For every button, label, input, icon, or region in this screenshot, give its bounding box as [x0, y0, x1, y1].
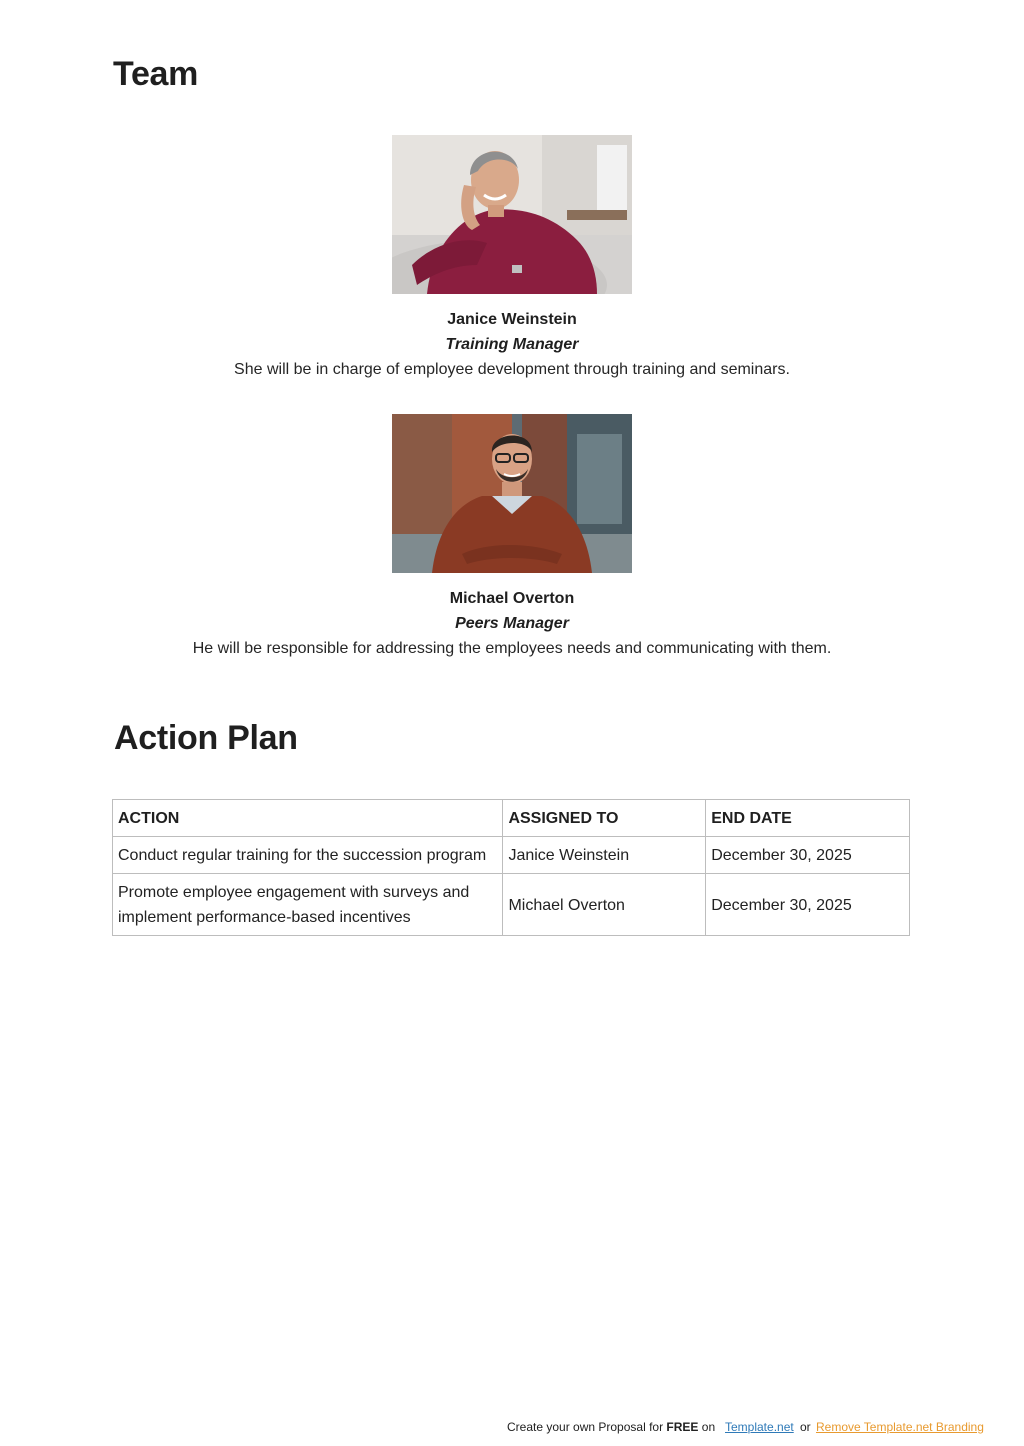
member-description: He will be responsible for addressing the employees needs and communicating with them. — [192, 640, 832, 657]
table-header-row — [113, 800, 910, 837]
table-row — [113, 837, 910, 874]
end-date-cell: December 30, 2025 — [706, 837, 910, 874]
member-description: She will be in charge of employee development through training and seminars. — [234, 361, 790, 378]
team-member-card — [0, 414, 1024, 661]
footer-text-on: on — [698, 1420, 716, 1434]
footer-free-label: FREE — [666, 1420, 699, 1434]
team-member-card — [0, 135, 1024, 382]
table-row — [113, 874, 910, 936]
column-header-end-date: END DATE — [706, 800, 910, 837]
column-header-action: ACTION — [113, 800, 503, 837]
action-cell: Promote employee engagement with surveys and implement performance-based incentives — [113, 874, 503, 936]
template-net-link[interactable]: Template.net — [725, 1420, 794, 1434]
column-header-assigned-to: ASSIGNED TO — [503, 800, 706, 837]
member-role: Peers Manager — [455, 615, 569, 632]
member-role: Training Manager — [445, 336, 579, 353]
action-cell: Conduct regular training for the succession program — [113, 837, 503, 874]
assigned-to-cell: Michael Overton — [503, 874, 706, 936]
footer-or-text: or — [800, 1420, 811, 1434]
member-name: Michael Overton — [449, 590, 575, 607]
action-plan-table — [112, 799, 910, 936]
action-plan-heading: Action Plan — [114, 719, 298, 757]
assigned-to-cell: Janice Weinstein — [503, 837, 706, 874]
footer-text-before: Create your own Proposal for — [507, 1420, 667, 1434]
team-heading: Team — [113, 55, 199, 93]
member-photo-janice — [392, 135, 632, 294]
member-photo-michael — [392, 414, 632, 573]
end-date-cell: December 30, 2025 — [706, 874, 910, 936]
remove-branding-link[interactable]: Remove Template.net Branding — [816, 1420, 984, 1434]
member-name: Janice Weinstein — [447, 311, 577, 328]
footer-text — [507, 1420, 715, 1434]
